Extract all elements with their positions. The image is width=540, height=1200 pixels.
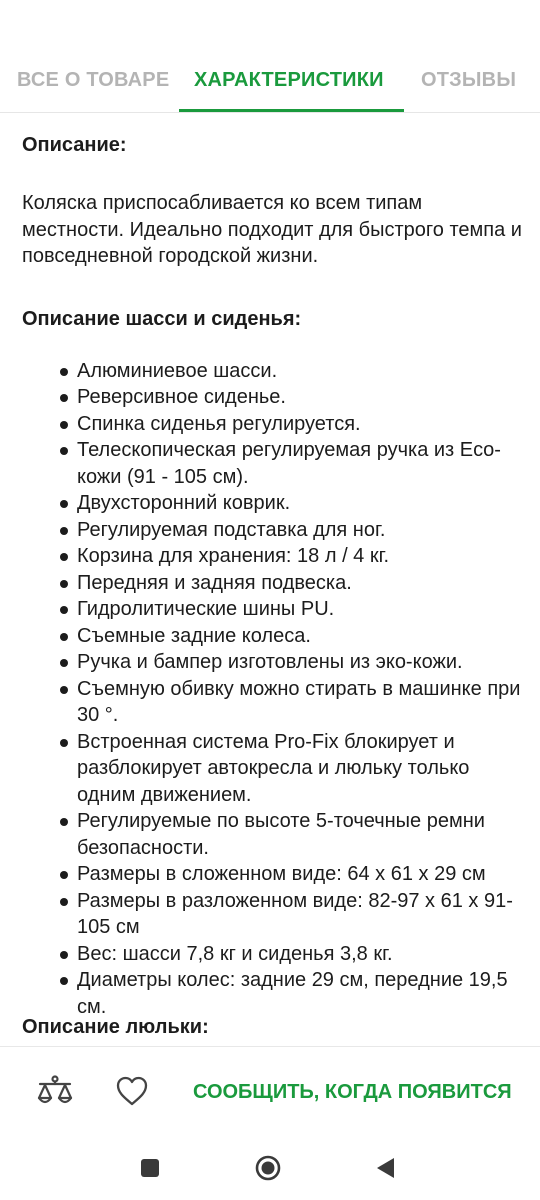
tab-specifications[interactable]: ХАРАКТЕРИСТИКИ — [194, 69, 384, 91]
list-item: Гидролитические шины PU. — [22, 596, 522, 623]
notify-when-available-button[interactable]: СООБЩИТЬ, КОГДА ПОЯВИТСЯ — [193, 1081, 512, 1103]
list-item: Двухсторонний коврик. — [22, 490, 522, 517]
product-tabs — [0, 48, 540, 113]
scales-icon[interactable] — [36, 1075, 74, 1109]
tab-about[interactable]: ВСЕ О ТОВАРЕ — [17, 69, 170, 91]
tab-reviews[interactable]: ОТЗЫВЫ — [421, 69, 517, 91]
list-item: Диаметры колес: задние 29 см, передние 19,5 см. — [22, 967, 522, 1020]
description-heading: Описание: — [22, 134, 127, 156]
list-item: Регулируемые по высоте 5-точечные ремни безопасности. — [22, 808, 522, 861]
list-item: Реверсивное сиденье. — [22, 384, 522, 411]
chassis-feature-list — [22, 358, 522, 1021]
heart-icon[interactable] — [115, 1075, 149, 1107]
list-item: Спинка сиденья регулируется. — [22, 411, 522, 438]
specifications-content — [22, 124, 522, 1020]
list-item: Корзина для хранения: 18 л / 4 кг. — [22, 543, 522, 570]
chassis-heading: Описание шасси и сиденья: — [22, 307, 302, 330]
triangle-back-icon[interactable] — [372, 1154, 400, 1182]
list-item: Встроенная система Pro-Fix блокирует и разблокирует автокресла и люльку только одним движением. — [22, 729, 522, 809]
list-item: Регулируемая подставка для ног. — [22, 517, 522, 544]
list-item: Вес: шасси 7,8 кг и сиденья 3,8 кг. — [22, 941, 522, 968]
circle-icon[interactable] — [254, 1154, 282, 1182]
list-item: Алюминиевое шасси. — [22, 358, 522, 385]
list-item: Телескопическая регулируемая ручка из Eco-кожи (91 - 105 см). — [22, 437, 522, 490]
square-icon[interactable] — [136, 1154, 164, 1182]
list-item: Ручка и бампер изготовлены из эко-кожи. — [22, 649, 522, 676]
system-navigation-bar — [0, 1136, 540, 1200]
bottom-action-bar — [0, 1046, 540, 1137]
bassinet-heading: Описание люльки: — [22, 1016, 209, 1038]
description-text: Коляска приспосабливается ко всем типам местности. Идеально подходит для быстрого темпа и повседневной городской жизни. — [22, 192, 522, 267]
list-item: Съемные задние колеса. — [22, 623, 522, 650]
list-item: Размеры в разложенном виде: 82-97 x 61 x 91-105 см — [22, 888, 522, 941]
list-item: Размеры в сложенном виде: 64 x 61 x 29 см — [22, 861, 522, 888]
list-item: Съемную обивку можно стирать в машинке при 30 °. — [22, 676, 522, 729]
list-item: Передняя и задняя подвеска. — [22, 570, 522, 597]
active-tab-indicator — [179, 109, 404, 112]
